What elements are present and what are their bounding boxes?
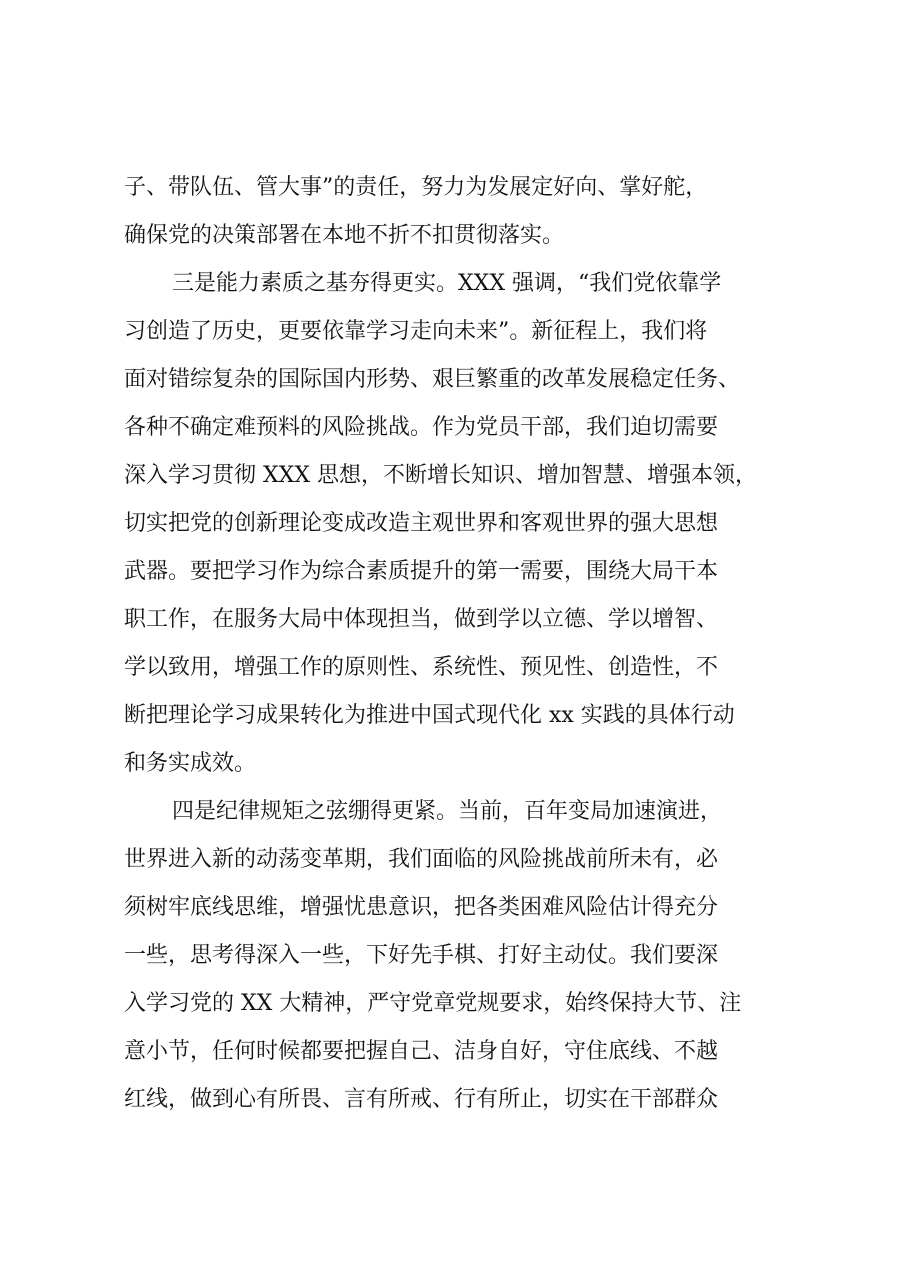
text-line: 入学习党的 XX 大精神，严守党章党规要求，始终保持大节、注 (124, 991, 742, 1016)
text-line: 世界进入新的动荡变革期，我们面临的风险挑战前所未有，必 (124, 847, 719, 872)
text-line: 各种不确定难预料的风险挑战。作为党员干部，我们迫切需要 (124, 415, 719, 440)
text-line: 切实把党的创新理论变成改造主观世界和客观世界的强大思想 (124, 511, 719, 536)
paragraph-start-line: 四是纪律规矩之弦绷得更紧。当前，百年变局加速演进， (172, 799, 723, 824)
text-line: 学以致用，增强工作的原则性、系统性、预见性、创造性，不 (124, 655, 719, 680)
text-line: 子、带队伍、管大事”的责任，努力为发展定好向、掌好舵， (124, 175, 708, 200)
text-line: 确保党的决策部署在本地不折不扣贯彻落实。 (124, 223, 565, 248)
text-line: 深入学习贯彻 XXX 思想，不断增长知识、增加智慧、增强本领， (124, 463, 757, 488)
text-line: 习创造了历史，更要依靠学习走向未来”。新征程上，我们将 (124, 319, 708, 344)
text-line: 须树牢底线思维，增强忧患意识，把各类困难风险估计得充分 (124, 895, 719, 920)
text-line: 和务实成效。 (124, 751, 257, 776)
paragraph-start-line: 三是能力素质之基夯得更实。XXX 强调，“我们党依靠学 (172, 271, 722, 296)
text-line: 一些，思考得深入一些，下好先手棋、打好主动仗。我们要深 (124, 943, 719, 968)
text-line: 武器。要把学习作为综合素质提升的第一需要，围绕大局干本 (124, 559, 719, 584)
text-line: 断把理论学习成果转化为推进中国式现代化 xx 实践的具体行动 (124, 703, 735, 728)
text-line: 面对错综复杂的国际国内形势、艰巨繁重的改革发展稳定任务、 (124, 367, 741, 392)
text-line: 职工作，在服务大局中体现担当，做到学以立德、学以增智、 (124, 607, 719, 632)
text-line: 意小节，任何时候都要把握自己、洁身自好，守住底线、不越 (124, 1039, 719, 1064)
text-line: 红线，做到心有所畏、言有所戒、行有所止，切实在干部群众 (124, 1087, 719, 1112)
